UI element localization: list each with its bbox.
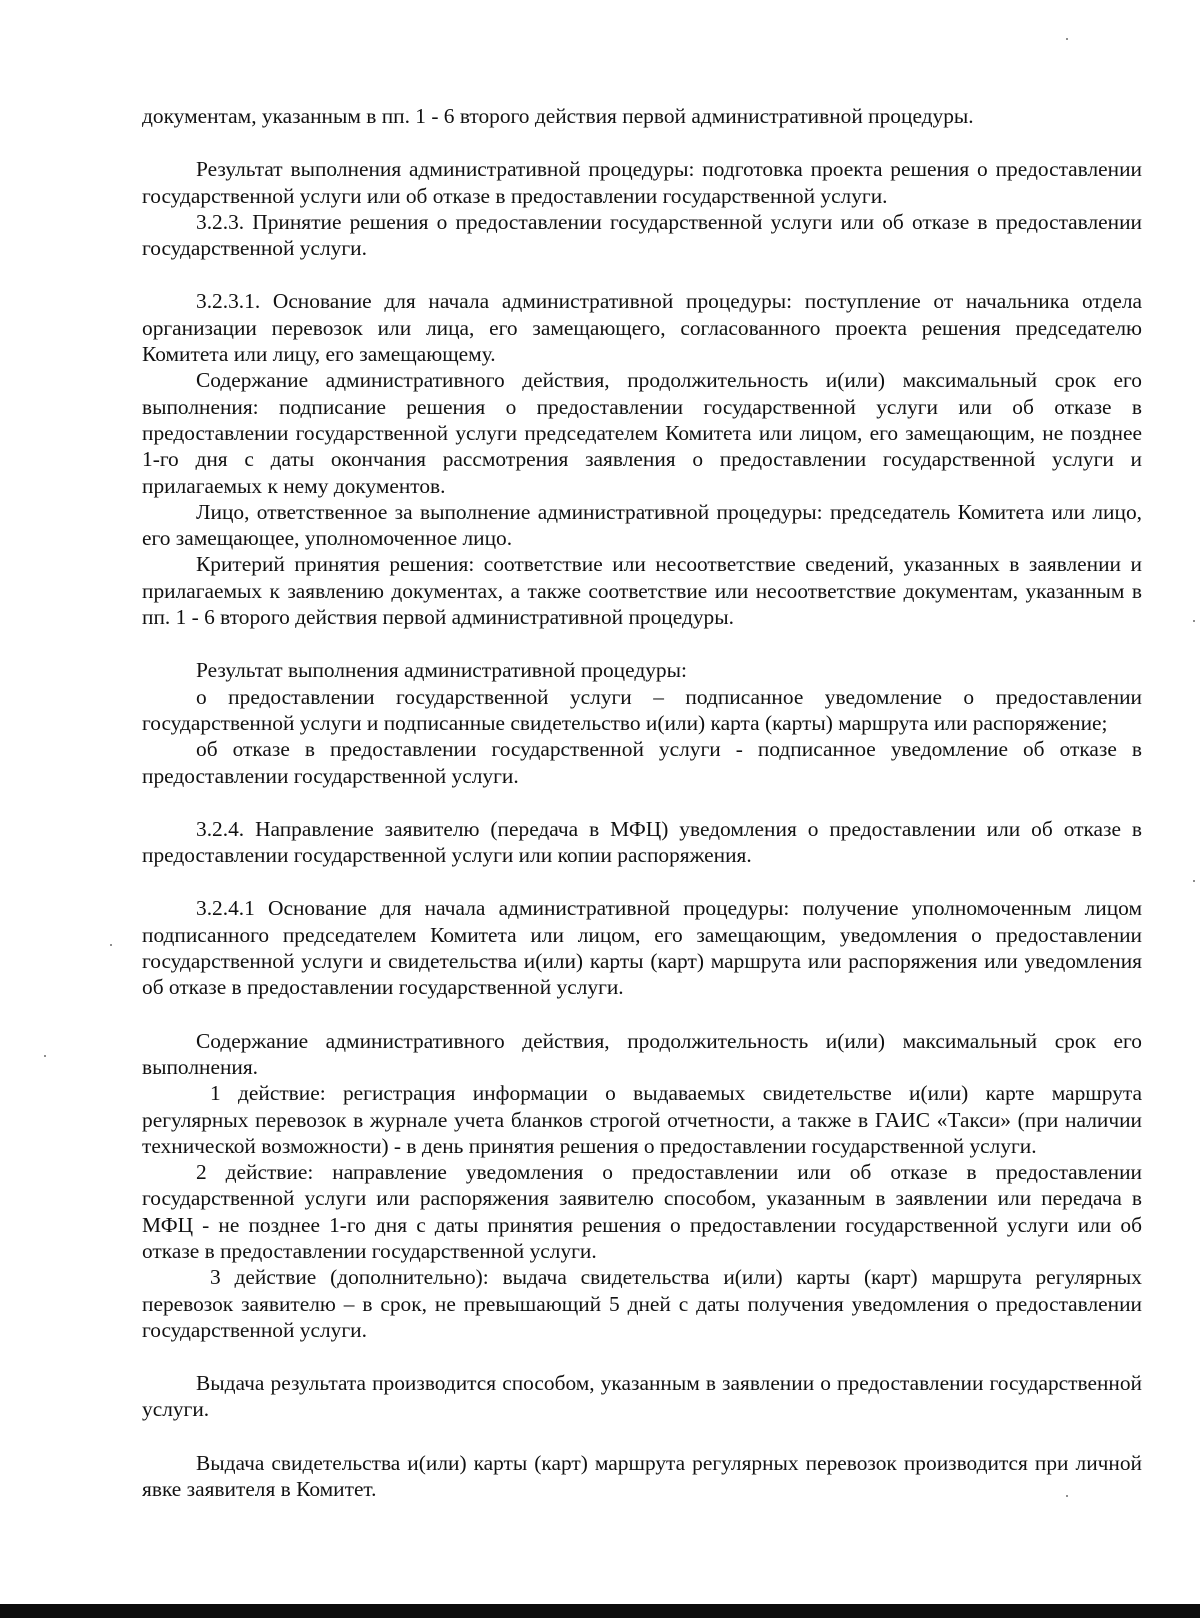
- paragraph-responsible-person: Лицо, ответственное за выполнение административной процедуры: председатель Комитета или лицо, его замещающее, уполномоченное лицо.: [142, 499, 1142, 551]
- paragraph-continuation: документам, указанным в пп. 1 - 6 второго действия первой административной процедуры.: [142, 104, 974, 128]
- paragraph-action-1: 1 действие: регистрация информации о выдаваемых свидетельстве и(или) карте маршрута регулярных перевозок в журнале учета бланков строгой отчетности, а также в ГАИС «Такси» (при наличии технической возможности) - в день принятия решения о предоставлении государственной услуги.: [142, 1081, 1142, 1158]
- document-page: [142, 103, 1142, 1502]
- section-heading-3-2-4: 3.2.4. Направление заявителю (передача в МФЦ) уведомления о предоставлении или об отказе в предоставлении государственной услуги или копии распоряжения.: [142, 816, 1142, 868]
- paragraph-result-grant: о предоставлении государственной услуги – подписанное уведомление о предоставлении государственной услуги и подписанные свидетельство и(или) карта (карты) маршрута или распоряжение;: [142, 684, 1142, 735]
- paragraph-action-content: Содержание административного действия, продолжительность и(или) максимальный срок его выполнения: подписание решения о предоставлении государственной услуги или об отказе в предоставлении государственной услуги председателем Комитета или лицом, его замещающим, не позднее 1-го дня с даты окончания рассмотрения заявления о предоставлении государственной услуги и прилагаемых к нему документов.: [142, 368, 1142, 498]
- paragraph-certificate-delivery: Выдача свидетельства и(или) карты (карт) маршрута регулярных перевозок производится при личной явке заявителя в Комитет.: [142, 1450, 1142, 1502]
- scan-speck: [1066, 1495, 1068, 1497]
- paragraph-action-3: 3 действие (дополнительно): выдача свидетельства и(или) карты (карт) маршрута регулярных перевозок заявителю – в срок, не превышающий 5 дней с даты получения уведомления о предоставлении государственной услуги.: [142, 1265, 1142, 1342]
- scan-speck: [1193, 620, 1195, 622]
- paragraph-3-2-3-1: 3.2.3.1. Основание для начала административной процедуры: поступление от начальника отдела организации перевозок или лица, его замещающего, согласованного проекта решения председателю Комитета или лицу, его замещающему.: [142, 289, 1142, 367]
- paragraph-result-2: Результат выполнения административной процедуры:: [196, 658, 687, 683]
- paragraph-3-2-4-1: 3.2.4.1 Основание для начала административной процедуры: получение уполномоченным лицом подписанного председателем Комитета или лицом, его замещающим, уведомления о предоставлении государственной услуги и свидетельства и(или) карты (карт) маршрута или распоряжения или уведомления об отказе в предоставлении государственной услуги.: [142, 896, 1142, 1000]
- paragraph-action-2: 2 действие: направление уведомления о предоставлении или об отказе в предоставлении государственной услуги или распоряжения заявителю способом, указанным в заявлении или передача в МФЦ - не позднее 1-го дня с даты принятия решения о предоставлении государственной услуги или об отказе в предоставлении государственной услуги.: [142, 1160, 1142, 1263]
- section-heading-3-2-3: 3.2.3. Принятие решения о предоставлении государственной услуги или об отказе в предоставлении государственной услуги.: [142, 209, 1142, 261]
- paragraph-result-1: Результат выполнения административной процедуры: подготовка проекта решения о предоставлении государственной услуги или об отказе в предоставлении государственной услуги.: [142, 157, 1142, 208]
- scan-speck: [1066, 38, 1068, 40]
- scan-bottom-edge: [0, 1604, 1200, 1618]
- paragraph-result-refusal: об отказе в предоставлении государственной услуги - подписанное уведомление об отказе в предоставлении государственной услуги.: [142, 737, 1142, 788]
- scan-speck: [110, 944, 112, 946]
- paragraph-action-content-2: Содержание административного действия, продолжительность и(или) максимальный срок его выполнения.: [142, 1028, 1142, 1079]
- scan-speck: [44, 1055, 46, 1057]
- paragraph-decision-criteria: Критерий принятия решения: соответствие или несоответствие сведений, указанных в заявлении и прилагаемых к заявлению документах, а также соответствие или несоответствие документам, указанным в пп. 1 - 6 второго действия первой административной процедуры.: [142, 552, 1142, 630]
- scan-speck: [1193, 880, 1195, 882]
- paragraph-result-delivery: Выдача результата производится способом, указанным в заявлении о предоставлении государственной услуги.: [142, 1371, 1142, 1422]
